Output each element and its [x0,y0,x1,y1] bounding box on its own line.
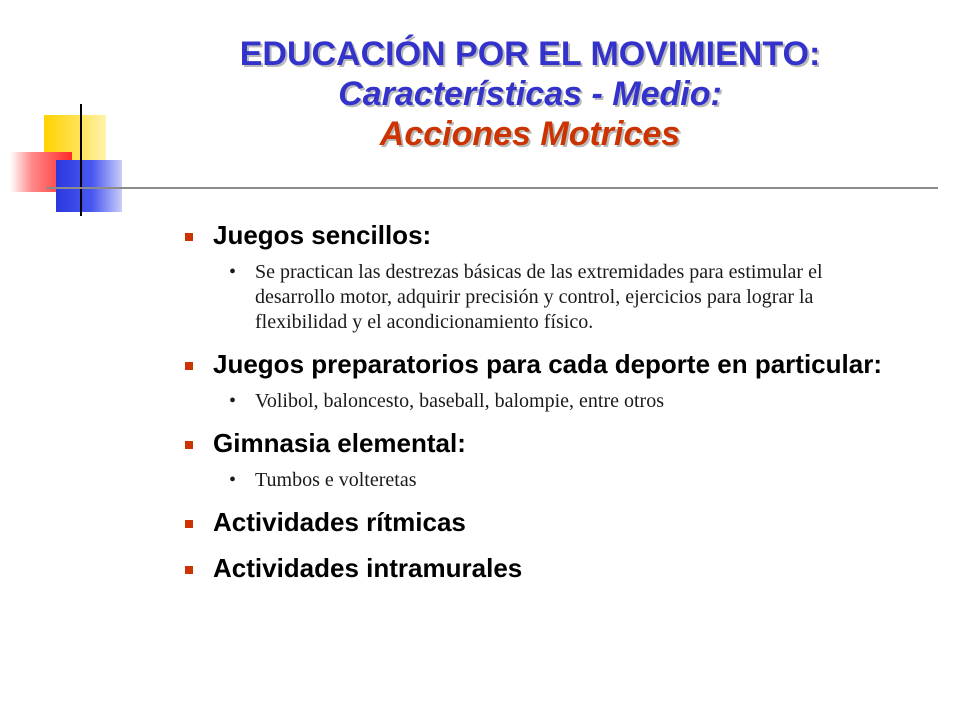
slide-title [160,34,900,154]
sub-item-text: Volibol, baloncesto, baseball, balompie, entre otros [255,390,664,412]
list-item-label: Juegos sencillos: [213,220,432,250]
square-bullet-icon [185,233,193,241]
round-bullet-icon: • [229,469,237,491]
list-item [185,507,905,537]
list-item-label: Actividades intramurales [213,553,523,583]
sub-item [185,389,905,414]
round-bullet-icon: • [229,390,237,412]
list-item [185,349,905,379]
sub-item-text: Se practican las destrezas básicas de las extremidades para estimular el desarrollo motor, adquirir precisión y control, ejercicios para lograr la flexibilidad y el acondicionamiento físico. [255,261,823,333]
title-line-3: Acciones Motrices [379,115,681,153]
list-item-label: Gimnasia elemental: [213,428,466,458]
title-underline [46,187,938,189]
sub-item-text: Tumbos e volteretas [255,469,417,491]
square-bullet-icon [185,566,193,574]
list-item [185,428,905,458]
list-item [185,220,905,250]
list-item-label: Actividades rítmicas [213,507,466,537]
round-bullet-icon: • [229,261,237,283]
square-bullet-icon [185,520,193,528]
square-bullet-icon [185,441,193,449]
vertical-rule [80,104,82,216]
bullet-list [185,220,905,583]
title-line-1: EDUCACIÓN POR EL MOVIMIENTO: [239,35,821,73]
blue-square [56,160,122,212]
title-line-2: Características - Medio: [338,75,722,113]
sub-item [185,260,905,335]
list-item [185,553,905,583]
sub-item [185,468,905,493]
square-bullet-icon [185,362,193,370]
list-item-label: Juegos preparatorios para cada deporte en particular: [213,349,882,379]
